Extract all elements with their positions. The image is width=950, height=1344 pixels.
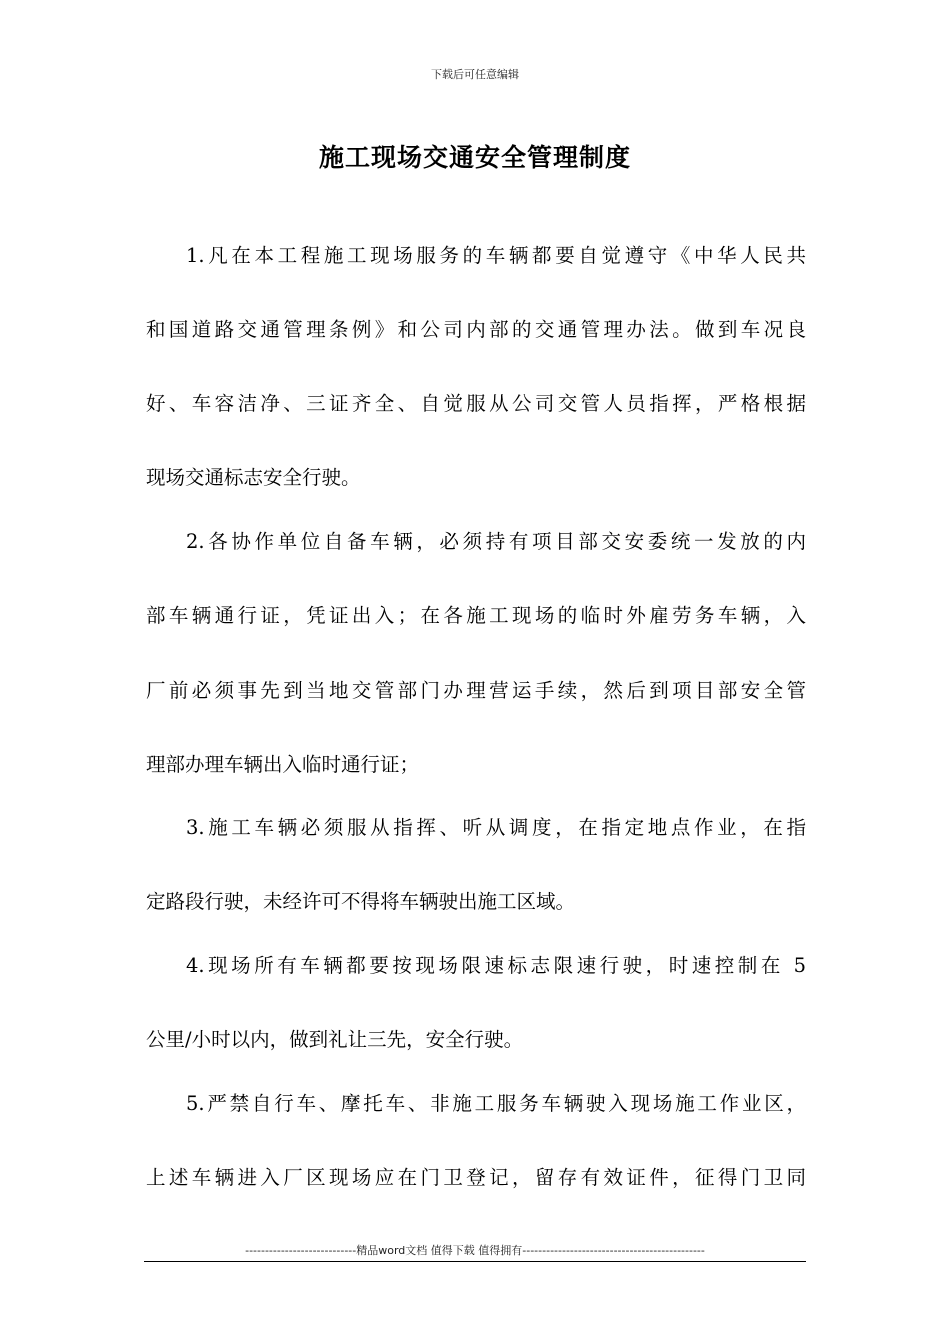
document-title: 施工现场交通安全管理制度	[318, 143, 631, 172]
page-footer: ----------------------------精品word文档 值得下载 值得拥有----------------------------------------------	[245, 1244, 705, 1257]
footer-divider	[144, 1261, 806, 1262]
paragraph-1-line-1: 1.凡在本工程施工现场服务的车辆都要自觉遵守《中华人民共	[186, 244, 806, 267]
paragraph-1-line-3: 好、车容洁净、三证齐全、自觉服从公司交管人员指挥，严格根据	[146, 392, 806, 415]
paragraph-3-line-2: 定路段行驶，未经许可不得将车辆驶出施工区域。	[146, 890, 576, 913]
paragraph-4-line-1: 4.现场所有车辆都要按现场限速标志限速行驶，时速控制在 5	[186, 954, 806, 977]
paragraph-2-line-4: 理部办理车辆出入临时通行证；	[146, 753, 420, 776]
paragraph-3-line-1: 3.施工车辆必须服从指挥、听从调度，在指定地点作业，在指	[186, 816, 806, 839]
paragraph-4-line-2: 公里/小时以内，做到礼让三先，安全行驶。	[146, 1028, 524, 1051]
paragraph-2-line-1: 2.各协作单位自备车辆，必须持有项目部交安委统一发放的内	[186, 530, 806, 553]
paragraph-2-line-2: 部车辆通行证，凭证出入；在各施工现场的临时外雇劳务车辆，入	[146, 604, 806, 627]
paragraph-1-line-4: 现场交通标志安全行驶。	[146, 466, 361, 489]
paragraph-5-line-1: 5.严禁自行车、摩托车、非施工服务车辆驶入现场施工作业区，	[186, 1092, 806, 1115]
page-header: 下载后可任意编辑	[431, 68, 519, 81]
paragraph-2-line-3: 厂前必须事先到当地交管部门办理营运手续，然后到项目部安全管	[146, 679, 806, 702]
paragraph-5-line-2: 上述车辆进入厂区现场应在门卫登记，留存有效证件，征得门卫同	[146, 1166, 806, 1189]
paragraph-1-line-2: 和国道路交通管理条例》和公司内部的交通管理办法。做到车况良	[146, 318, 806, 341]
